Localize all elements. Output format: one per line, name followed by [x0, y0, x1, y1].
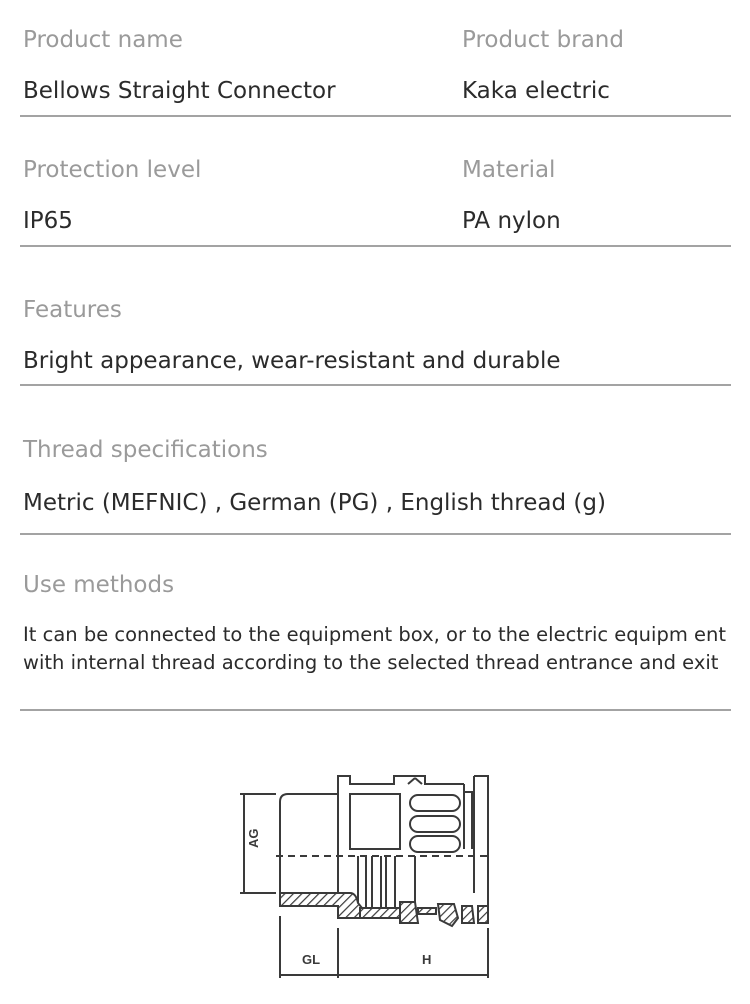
product-brand-value: Kaka electric [462, 78, 610, 104]
product-name-value: Bellows Straight Connector [23, 78, 336, 104]
divider [20, 115, 731, 117]
product-name-label: Product name [23, 27, 183, 53]
use-methods-value: It can be connected to the equipment box, or to the electric equipm ent with internal thread according to the selected thread entrance and exit [23, 623, 727, 674]
material-value: PA nylon [462, 208, 561, 234]
thread-specifications-label: Thread specifications [23, 437, 268, 463]
divider [20, 384, 731, 386]
h-dimension-label: H [422, 952, 432, 967]
product-brand-label: Product brand [462, 27, 624, 53]
connector-technical-drawing [240, 768, 530, 1000]
gl-dimension-label: GL [302, 952, 321, 967]
features-value: Bright appearance, wear-resistant and durable [23, 348, 561, 374]
divider [20, 709, 731, 711]
use-methods-label: Use methods [23, 572, 175, 598]
protection-level-label: Protection level [23, 157, 202, 183]
features-label: Features [23, 297, 122, 323]
protection-level-value: IP65 [23, 208, 73, 234]
divider [20, 533, 731, 535]
ag-dimension-label: AG [246, 828, 261, 848]
divider [20, 245, 731, 247]
material-label: Material [462, 157, 556, 183]
thread-specifications-value: Metric (MEFNIC) , German (PG) , English thread (g) [23, 490, 606, 516]
